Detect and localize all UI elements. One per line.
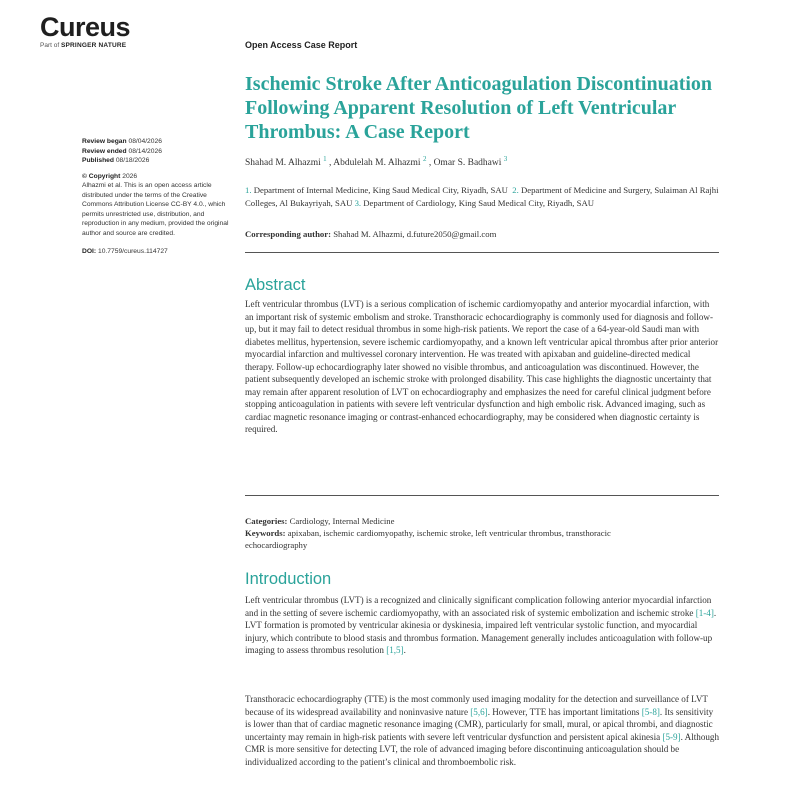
corresponding-author-label: Corresponding author:	[245, 229, 332, 239]
published-label: Published	[82, 157, 114, 164]
categories-value: Cardiology, Internal Medicine	[289, 516, 395, 526]
citation-link[interactable]: [5-8]	[641, 706, 660, 717]
abstract-text: Left ventricular thrombus (LVT) is a serious complication of ischemic cardiomyopathy and anterior myocardial infarction, with an important risk of systemic embolism and stroke. Transthoracic echocardiography is commonly used for diagnosis and follow-up, but it may fail to detect residual thrombus in some high-risk patients. We report the case of a 64-year-old Saudi man with diabetes mellitus, hypertension, severe ischemic cardiomyopathy, and a known left ventricular apical thrombus after prior anterior myocardial infarction and multivessel coronary intervention. He was treated with apixaban and guideline-directed medical therapy. Follow-up echocardiography later showed no visible thrombus, and anticoagulation was discontinued. However, the patient subsequently developed an ischemic stroke with prolonged disability. This case highlights the diagnostic uncertainty that may remain after apparent resolution of LVT on echocardiography and emphasizes the need for careful clinical judgment before stopping anticoagulation in patients with severe left ventricular dysfunction and high embolic risk. Advanced imaging, such as cardiac magnetic resonance imaging or contrast-enhanced echocardiography, may be considered when diagnostic certainty is required.	[245, 299, 719, 434]
author-affiliation-ref[interactable]: 2	[422, 155, 427, 163]
keywords	[245, 527, 665, 551]
abstract-heading: Abstract	[245, 276, 306, 294]
paragraph-text: . Although CMR is more sensitive for detecting LVT, the role of advanced imaging before discontinuing anticoagulation should be individualized according to the patient’s clinical and thromboembolic risk.	[245, 731, 720, 767]
keywords-value: apixaban, ischemic cardiomyopathy, ischemic stroke, left ventricular thrombus, transthoracic echocardiography	[245, 528, 611, 550]
doi-label: DOI:	[82, 248, 97, 255]
categories-label: Categories:	[245, 516, 288, 526]
paragraph-text: . LVT formation is promoted by ventricular akinesia or dyskinesia, impaired left ventricular systolic function, and myocardial injury, which contribute to blood stasis and thrombus formation. Management generally includes anticoagulation with follow-up imaging to assess thrombus resolution	[245, 607, 717, 655]
report-type-label: Open Access Case Report	[245, 40, 358, 50]
author-affiliation-ref[interactable]: 3	[503, 155, 508, 163]
affiliation-number: 2.	[512, 185, 519, 195]
cureus-logo[interactable]	[40, 12, 130, 49]
paragraph-text: .	[403, 645, 406, 655]
affiliation-text: Department of Internal Medicine, King Saud Medical City, Riyadh, SAU	[253, 185, 508, 195]
copyright	[82, 172, 230, 182]
license-text: Alhazmi et al. This is an open access article distributed under the terms of the Creative Commons Attribution License CC-BY 4.0., which permits unrestricted use, distribution, and reproduction in any medium, provided the original author and source are credited.	[82, 182, 229, 237]
affiliation-text: Department of Cardiology, King Saud Medical City, Riyadh, SAU	[363, 198, 594, 208]
published	[82, 156, 230, 166]
review-ended	[82, 147, 230, 157]
review-ended-label: Review ended	[82, 147, 127, 155]
article-sidebar	[82, 137, 230, 257]
citation-link[interactable]: [1,5]	[386, 645, 404, 655]
review-began-date: 08/04/2026	[128, 138, 162, 145]
affiliations	[245, 184, 720, 210]
author-list: Shahad M. Alhazmi $^1$ , Abdulelah M. Alhazmi $^2$ , Omar S. Badhawi $^3$	[245, 155, 508, 169]
author-name[interactable]: Shahad M. Alhazmi	[245, 158, 321, 169]
citation-link[interactable]: [5-9]	[662, 731, 681, 742]
review-began	[82, 137, 230, 147]
copyright-year: 2026	[122, 172, 138, 180]
affiliation-text: Department of Medicine and Surgery, Sulaiman Al Rajhi Colleges, Al Bukayriyah, SAU	[245, 185, 719, 208]
introduction-paragraph	[245, 594, 719, 657]
affiliation-number: 1.	[245, 185, 252, 195]
published-date: 08/18/2026	[115, 157, 150, 164]
logo-subtitle	[40, 42, 130, 49]
corresponding-author-value[interactable]: Shahad M. Alhazmi, d.future2050@gmail.com	[333, 229, 497, 239]
paragraph-text: Transthoracic echocardiography (TTE) is the most commonly used imaging modality for the detection and surveillance of LVT because of its widespread availability and noninvasive nature	[245, 694, 708, 717]
affiliation-number: 3.	[354, 198, 362, 208]
author-name[interactable]: Abdulelah M. Alhazmi	[333, 158, 421, 169]
corresponding-author	[245, 229, 496, 239]
doi	[82, 247, 230, 257]
logo-part-of: Part of	[40, 42, 60, 49]
citation-link[interactable]: [5,6]	[470, 706, 488, 717]
paragraph-text: . However, TTE has important limitations	[487, 706, 642, 717]
review-ended-date: 08/14/2026	[128, 147, 162, 155]
citation-link[interactable]: [1-4]	[695, 607, 714, 618]
logo-publisher: SPRINGER NATURE	[60, 42, 127, 49]
author-name[interactable]: Omar S. Badhawi	[433, 158, 502, 169]
logo-wordmark: Cureus	[40, 12, 131, 42]
author-affiliation-ref[interactable]: 1	[323, 155, 327, 163]
paragraph-text: Left ventricular thrombus (LVT) is a recognized and clinically significant complication following anterior myocardial infarction and in the setting of severe ischemic cardiomyopathy, with an associated risk of systemic embolization and ischemic stroke	[245, 595, 712, 618]
introduction-heading: Introduction	[245, 570, 332, 588]
review-began-label: Review began	[82, 138, 127, 145]
article-title: Ischemic Stroke After Anticoagulation Discontinuation Following Apparent Resolution of Left Ventricular Thrombus: A Case Report	[245, 73, 713, 143]
categories-keywords	[245, 515, 665, 551]
introduction-paragraph	[245, 693, 719, 768]
divider	[245, 252, 719, 253]
doi-link[interactable]: 10.7759/cureus.114727	[97, 248, 168, 255]
paragraph-text: . Its sensitivity is lower than that of cardiac magnetic resonance imaging (CMR), particularly for small, mural, or apical thrombi, and diagnostic uncertainty may remain in high-risk patients with severe left ventricular dysfunction and persistent apical akinesia	[245, 706, 714, 742]
copyright-label: © Copyright	[82, 172, 121, 180]
keywords-label: Keywords:	[245, 528, 286, 538]
categories	[245, 515, 665, 527]
divider	[245, 495, 719, 496]
